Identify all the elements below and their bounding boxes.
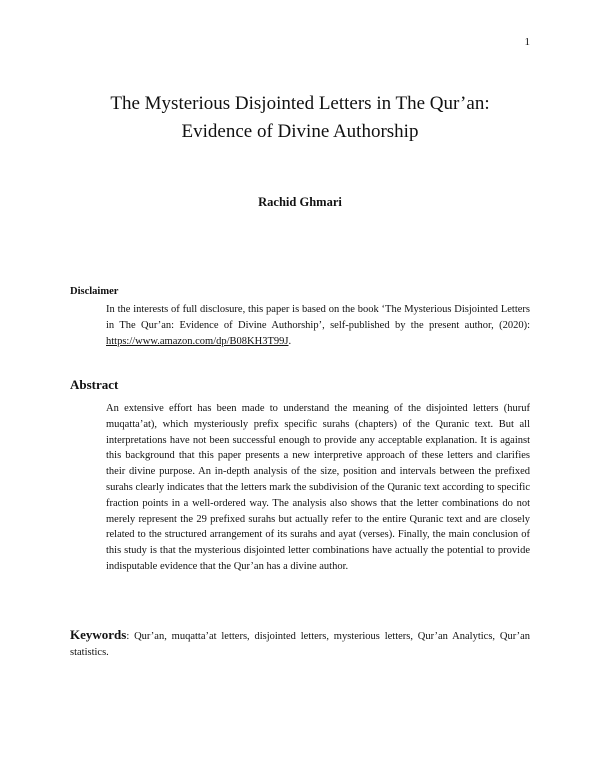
paper-title [60, 90, 540, 146]
title-line-1: The Mysterious Disjointed Letters in The Qur’an: [110, 93, 490, 114]
page-number: 1 [524, 36, 530, 48]
keywords-text: : Qur’an, muqatta’at letters, disjointed letters, mysterious letters, Qur’an Analytics, Qur’an statistics. [70, 631, 530, 658]
abstract-text: An extensive effort has been made to understand the meaning of the disjointed letters (huruf muqatta’at), which mysteriously prefix specific surahs (chapters) of the Quranic text. But all interpretations have not been successful enough to provide any acceptable explanation. It is against this background that this paper presents a new interpretive approach of these letters and clarifies their divine purpose. An in-depth analysis of the size, position and intervals between the prefixed surahs clearly indicates that the letters mark the subdivision of the Quranic text according to specific fraction points in a well-ordered way. The analysis also shows that the letter combinations do not merely represent the 29 prefixed surahs but actually refer to the entire Quranic text and are closely related to the structured arrangement of its surahs and ayat (verses). Finally, the main conclusion of this study is that the mysterious disjointed letter combinations have actually the potential to provide indisputable evidence that the Qur’an has a divine author. [106, 403, 530, 572]
author-name: Rachid Ghmari [258, 195, 342, 209]
disclaimer-body: In the interests of full disclosure, this paper is based on the book ‘The Mysterious Disjointed Letters in The Qur’an: Evidence of Divine Authorship’, self-published by the present author, (2020): [106, 304, 530, 331]
title-line-2: Evidence of Divine Authorship [181, 121, 419, 142]
keywords-label: Keywords [70, 627, 127, 642]
abstract-heading: Abstract [70, 377, 119, 392]
keywords [70, 627, 530, 661]
disclaimer-heading: Disclaimer [70, 286, 119, 297]
amazon-link[interactable]: https://www.amazon.com/dp/B08KH3T99J [106, 335, 289, 347]
disclaimer-text [106, 302, 530, 349]
disclaimer-end: . [288, 335, 292, 347]
